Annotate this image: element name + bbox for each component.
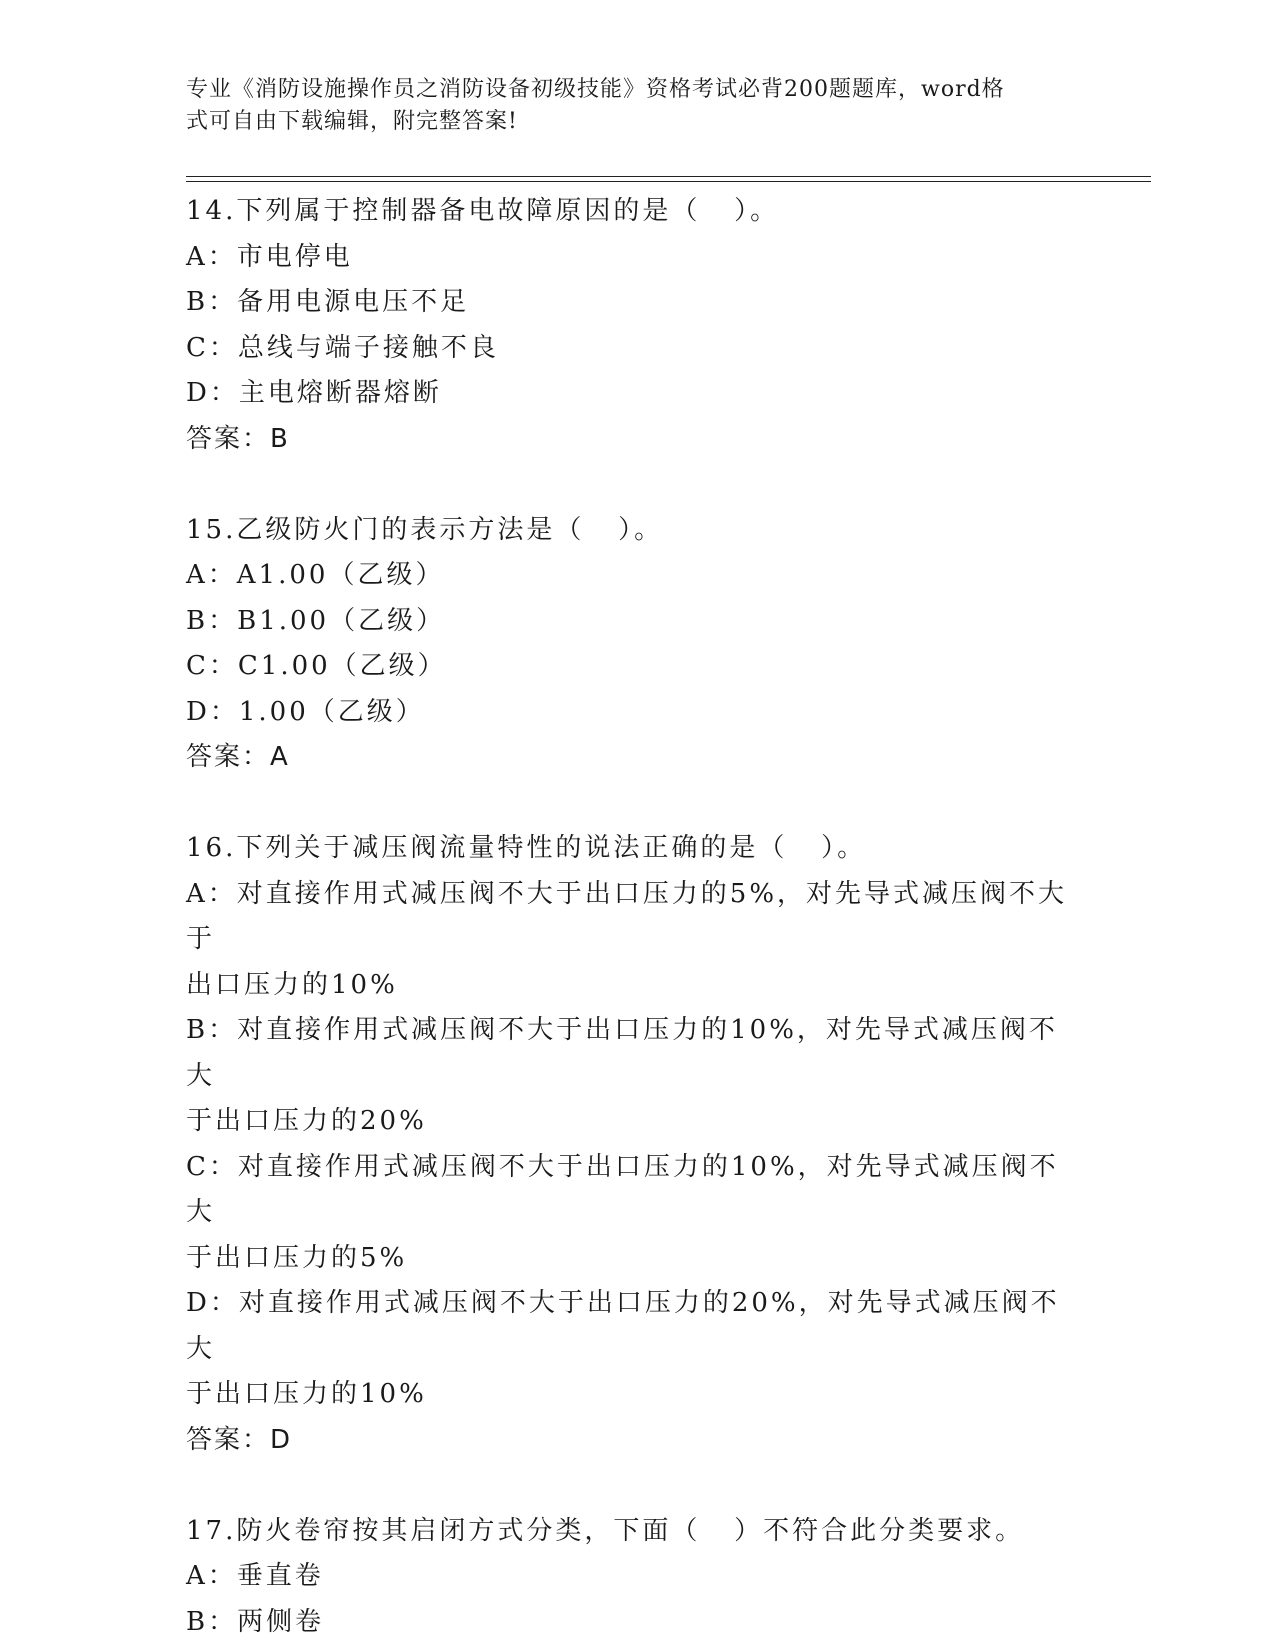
question-17: [186, 1509, 1086, 1646]
option-a: A：A1.00（乙级）: [186, 560, 445, 590]
answer: 答案：D: [186, 1424, 293, 1455]
option-b: B：B1.00（乙级）: [186, 605, 446, 636]
spacer: [186, 1463, 1086, 1509]
option-c: C：C1.00（乙级）: [186, 651, 447, 681]
option-a: A：市电停电: [186, 241, 353, 272]
question-14: [186, 189, 1086, 462]
option-b: B：两侧卷: [186, 1606, 325, 1637]
option-d-continued: 于出口压力的10%: [186, 1379, 427, 1409]
option-a-continued: 出口压力的10%: [186, 969, 398, 1000]
question-stem: 16.下列关于减压阀流量特性的说法正确的是（ ）。: [186, 833, 867, 863]
spacer: [186, 781, 1086, 827]
header-line-2: 式可自由下载编辑，附完整答案!: [186, 109, 518, 134]
answer: 答案：A: [186, 742, 290, 772]
option-d: D：1.00（乙级）: [186, 696, 425, 727]
answer: 答案：B: [186, 423, 290, 454]
option-b-continued: 于出口压力的20%: [186, 1106, 427, 1136]
option-d: D：对直接作用式减压阀不大于出口压力的20%，对先导式减压阀不大: [186, 1288, 1060, 1364]
option-b: B：对直接作用式减压阀不大于出口压力的10%，对先导式减压阀不大: [186, 1015, 1058, 1091]
question-stem: 15.乙级防火门的表示方法是（ ）。: [186, 514, 664, 545]
header-divider-top: [186, 176, 1151, 177]
option-b: B：备用电源电压不足: [186, 287, 470, 317]
option-c: C：对直接作用式减压阀不大于出口压力的10%，对先导式减压阀不大: [186, 1151, 1059, 1227]
question-list: [186, 189, 1086, 1645]
document-header: [186, 74, 1066, 138]
header-divider-bottom: [186, 181, 1151, 182]
question-stem: 17.防火卷帘按其启闭方式分类，下面（ ）不符合此分类要求。: [186, 1515, 1025, 1546]
option-a: A：垂直卷: [186, 1561, 324, 1591]
question-16: [186, 826, 1086, 1463]
question-15: [186, 508, 1086, 781]
option-a: A：对直接作用式减压阀不大于出口压力的5%，对先导式减压阀不大于: [186, 878, 1068, 954]
question-stem: 14.下列属于控制器备电故障原因的是（ ）。: [186, 196, 780, 226]
spacer: [186, 462, 1086, 508]
option-c-continued: 于出口压力的5%: [186, 1242, 408, 1273]
option-d: D：主电熔断器熔断: [186, 378, 442, 408]
option-c: C：总线与端子接触不良: [186, 332, 499, 363]
header-line-1: 专业《消防设施操作员之消防设备初级技能》资格考试必背200题题库，word格: [186, 77, 1005, 102]
